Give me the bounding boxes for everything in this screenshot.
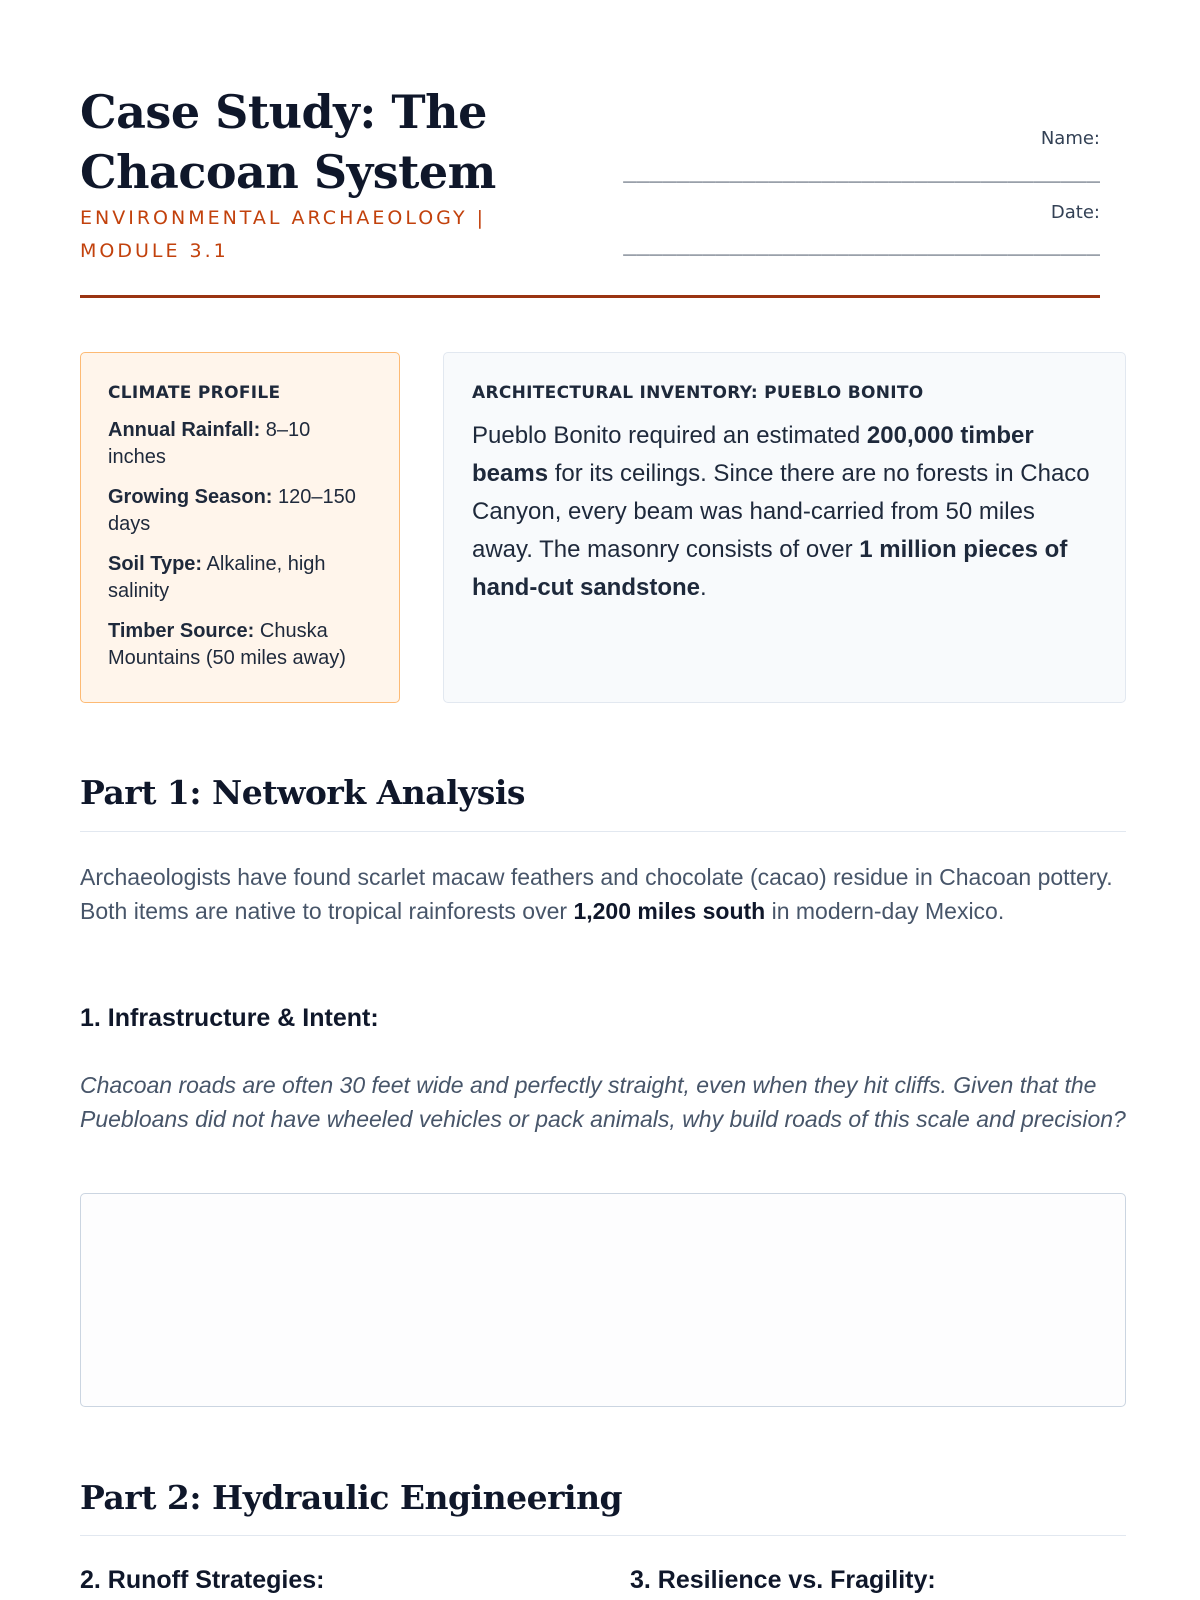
header-divider xyxy=(80,295,1100,298)
climate-stat-soil-type xyxy=(108,551,373,605)
stat-label: Growing Season: xyxy=(108,486,273,508)
climate-profile-card xyxy=(80,352,400,703)
stat-value: 120–150 days xyxy=(108,486,356,535)
climate-stat-growing-season xyxy=(108,484,373,538)
architectural-inventory-card xyxy=(443,352,1126,703)
inventory-highlight: 200,000 timber beams xyxy=(472,422,1034,487)
stat-value: 8–10 inches xyxy=(108,419,311,468)
stat-value: Chuska Mountains (50 miles away) xyxy=(108,620,346,669)
climate-stat-timber-source xyxy=(108,618,373,672)
part-2-divider xyxy=(80,1535,1126,1536)
date-label: Date: xyxy=(1050,202,1100,223)
part-1-divider xyxy=(80,831,1126,832)
climate-stat-rainfall xyxy=(108,417,373,471)
inventory-text xyxy=(472,417,1098,607)
stat-label: Timber Source: xyxy=(108,620,255,642)
name-field[interactable]: ____________________________________ xyxy=(623,158,1100,183)
stat-value: Alkaline, high salinity xyxy=(108,553,326,602)
part-2-heading: Part 2: Hydraulic Engineering xyxy=(80,1478,623,1517)
question-1-answer-input[interactable] xyxy=(80,1193,1126,1407)
page-title: Case Study: The Chacoan System xyxy=(80,85,496,199)
question-3-heading: 3. Resilience vs. Fragility: xyxy=(630,1566,936,1594)
module-subtitle: ENVIRONMENTAL ARCHAEOLOGY | MODULE 3.1 xyxy=(80,207,487,262)
inventory-text-run: . xyxy=(700,574,707,601)
intro-text-run: Archaeologists have found scarlet macaw feathers and chocolate (cacao) residue in Chacoan pottery. Both items are native to tropical rainforests over xyxy=(80,864,1113,924)
intro-highlight: 1,200 miles south xyxy=(573,898,766,924)
inventory-text-run: for its ceilings. Since there are no forests in Chaco Canyon, every beam was hand-carried from 50 miles away. The masonry consists of over xyxy=(472,460,1090,563)
intro-text-run: in modern-day Mexico. xyxy=(765,898,1005,924)
question-1-prompt: Chacoan roads are often 30 feet wide and perfectly straight, even when they hit cliffs. Given that the Puebloans did not have wheeled vehicles or pack animals, why build roads of this scale and precision? xyxy=(80,1072,1126,1132)
inventory-highlight: 1 million pieces of hand-cut sandstone xyxy=(472,536,1068,601)
question-2-heading: 2. Runoff Strategies: xyxy=(80,1566,325,1594)
name-label: Name: xyxy=(1040,128,1100,149)
stat-label: Annual Rainfall: xyxy=(108,419,261,441)
inventory-text-run: Pueblo Bonito required an estimated xyxy=(472,422,867,449)
date-field[interactable]: ____________________________________ xyxy=(623,231,1100,256)
question-1-heading: 1. Infrastructure & Intent: xyxy=(80,1004,379,1032)
inventory-heading: ARCHITECTURAL INVENTORY: PUEBLO BONITO xyxy=(472,383,924,403)
part-1-intro xyxy=(80,860,1126,928)
climate-profile-heading: CLIMATE PROFILE xyxy=(108,383,281,403)
stat-label: Soil Type: xyxy=(108,553,203,575)
part-1-heading: Part 1: Network Analysis xyxy=(80,773,526,812)
